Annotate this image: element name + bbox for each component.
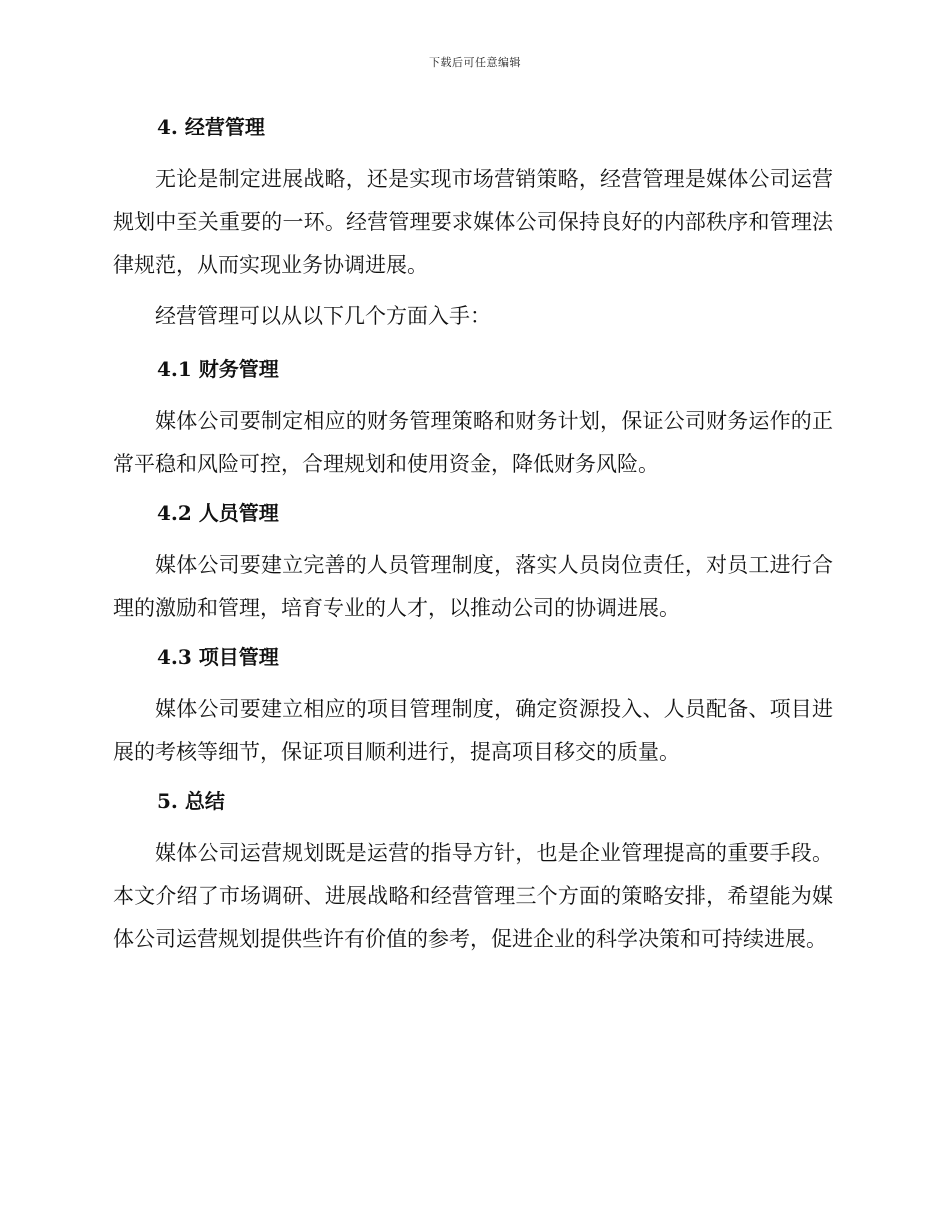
paragraph-4-3: 媒体公司要建立相应的项目管理制度，确定资源投入、人员配备、项目进展的考核等细节，保证项目顺利进行，提高项目移交的质量。 [113, 697, 833, 764]
section-heading-4-3: 4.3 项目管理 [157, 645, 279, 669]
paragraph-4-2: 媒体公司要建立完善的人员管理制度，落实人员岗位责任，对员工进行合理的激励和管理，培育专业的人才，以推动公司的协调进展。 [113, 553, 833, 620]
section-heading-4-2: 4.2 人员管理 [157, 501, 279, 525]
section-heading-5: 5. 总结 [157, 789, 225, 813]
paragraph-4-intro: 无论是制定进展战略，还是实现市场营销策略，经营管理是媒体公司运营规划中至关重要的一环。经营管理要求媒体公司保持良好的内部秩序和管理法律规范，从而实现业务协调进展。 [113, 167, 833, 277]
document-body [113, 108, 833, 969]
paragraph-4-1: 媒体公司要制定相应的财务管理策略和财务计划，保证公司财务运作的正常平稳和风险可控，合理规划和使用资金，降低财务风险。 [113, 409, 833, 476]
section-heading-4: 4. 经营管理 [157, 115, 265, 139]
section-heading-4-1: 4.1 财务管理 [157, 357, 279, 381]
paragraph-5-summary: 媒体公司运营规划既是运营的指导方针，也是企业管理提高的重要手段。本文介绍了市场调研、进展战略和经营管理三个方面的策略安排，希望能为媒体公司运营规划提供些许有价值的参考，促进企业的科学决策和可持续进展。 [113, 841, 833, 951]
page-header-note: 下载后可任意编辑 [429, 56, 521, 69]
paragraph-4-lead: 经营管理可以从以下几个方面入手： [155, 304, 491, 328]
